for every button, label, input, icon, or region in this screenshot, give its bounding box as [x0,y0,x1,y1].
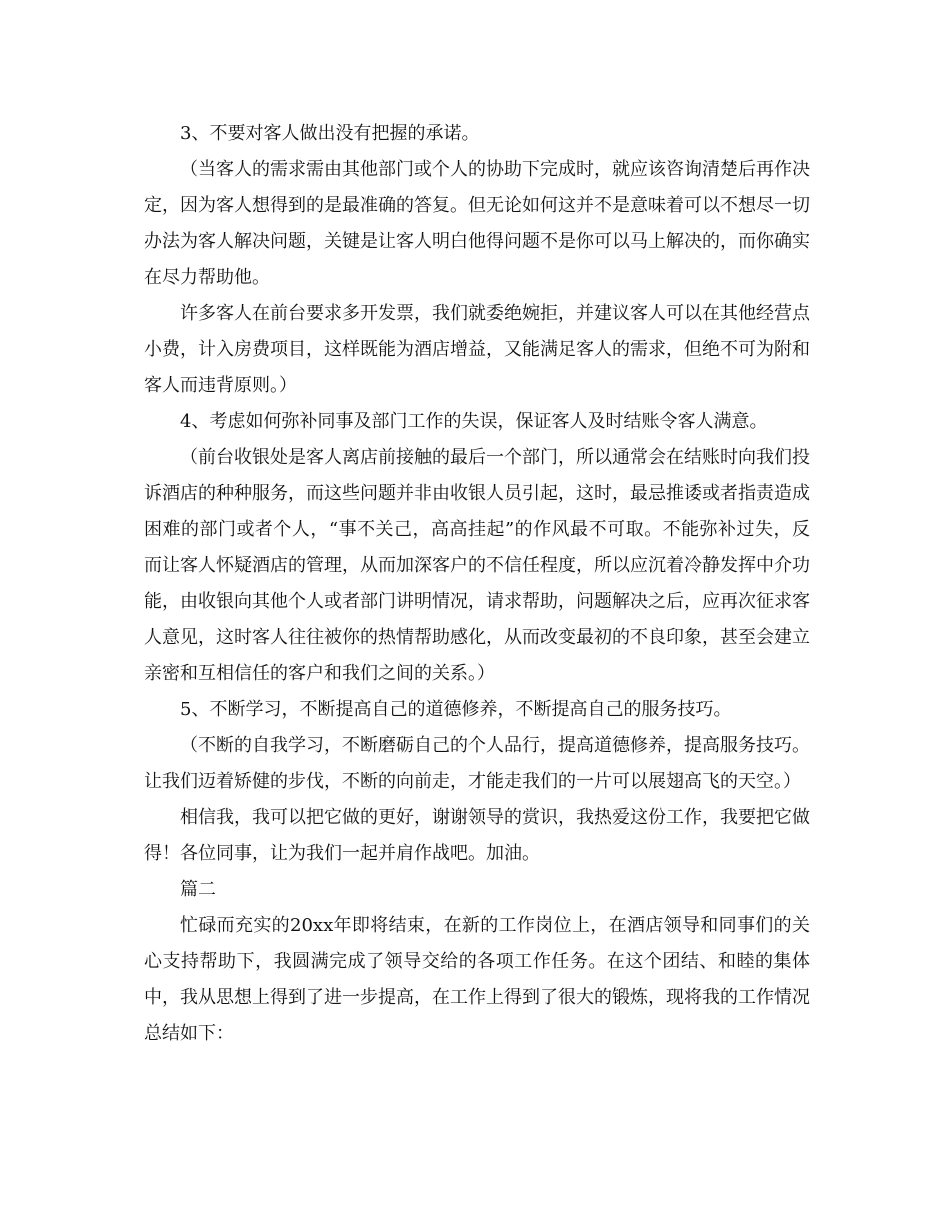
paragraph-explanation-2: （前台收银处是客人离店前接触的最后一个部门，所以通常会在结账时向我们投诉酒店的种种服务，而这些问题并非由收银人员引起，这时，最忌推诿或者指责造成困难的部门或者个人，“事不关己，高高挂起”的作风最不可取。不能弥补过失，反而让客人怀疑酒店的管理，从而加深客户的不信任程度，所以应沉着冷静发挥中介功能，由收银向其他个人或者部门讲明情况，请求帮助，问题解决之后，应再次征求客人意见，这时客人往往被你的热情帮助感化，从而改变最初的不良印象，甚至会建立亲密和互相信任的客户和我们之间的关系。） [144,447,810,684]
paragraph-item-4: 4、考虑如何弥补同事及部门工作的失误，保证客人及时结账令客人满意。 [180,411,768,432]
document-body [144,116,810,1052]
paragraph-explanation-1: （当客人的需求需由其他部门或个人的协助下完成时，就应该咨询清楚后再作决定，因为客人想得到的是最准确的答复。但无论如何这并不是意味着可以不想尽一切办法为客人解决问题，关键是让客人明白他得问题不是你可以马上解决的，而你确实在尽力帮助他。 [144,159,810,288]
paragraph-item-3: 3、不要对客人做出没有把握的承诺。 [180,123,480,144]
paragraph-example-1: 许多客人在前台要求多开发票，我们就委绝婉拒，并建议客人可以在其他经营点小费，计入房费项目，这样既能为酒店增益，又能满足客人的需求，但绝不可为附和客人而违背原则。） [144,303,810,396]
paragraph-closing: 相信我，我可以把它做的更好，谢谢领导的赏识，我热爱这份工作，我要把它做得！各位同事，让为我们一起并肩作战吧。加油。 [144,807,810,864]
paragraph-summary-intro: 忙碌而充实的20xx年即将结束，在新的工作岗位上，在酒店领导和同事们的关心支持帮助下，我圆满完成了领导交给的各项工作任务。在这个团结、和睦的集体中，我从思想上得到了进一步提高，在工作上得到了很大的锻炼，现将我的工作情况总结如下： [144,915,810,1044]
section-heading: 篇二 [180,879,216,900]
paragraph-item-5: 5、不断学习，不断提高自己的道德修养，不断提高自己的服务技巧。 [180,699,732,720]
paragraph-explanation-3: （不断的自我学习，不断磨砺自己的个人品行，提高道德修养，提高服务技巧。让我们迈着矫健的步伐，不断的向前走，才能走我们的一片可以展翅高飞的天空。） [144,735,810,792]
